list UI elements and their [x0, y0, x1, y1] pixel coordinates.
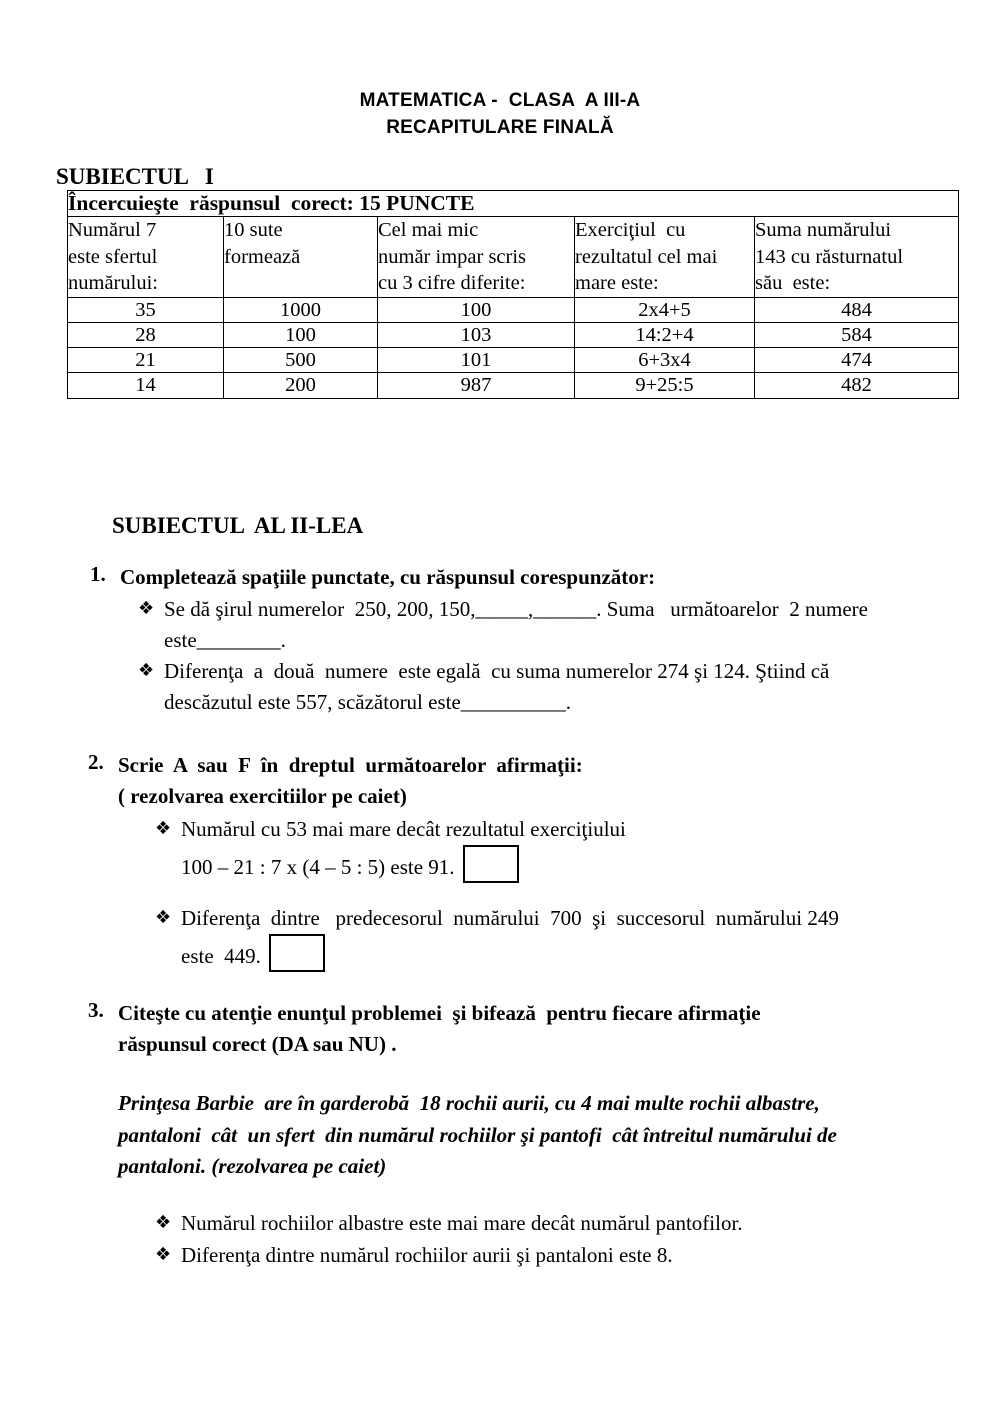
table-cell-option[interactable]: 103: [378, 323, 575, 348]
table-cell-option[interactable]: 200: [224, 373, 378, 398]
header-1-line-1: Numărul 7: [68, 219, 157, 241]
item-1-bullet-2-text: [164, 656, 829, 718]
table-header-cell-5: [755, 217, 959, 298]
diamond-bullet-icon: ❖: [155, 1244, 172, 1265]
table-cell-option[interactable]: 1000: [224, 297, 378, 322]
answer-box-input[interactable]: [463, 845, 519, 883]
table-row[interactable]: [68, 297, 959, 322]
section-heading-subiectul-2: SUBIECTUL AL II-LEA: [112, 513, 364, 538]
exercise-item-2: [88, 750, 968, 812]
bullet-line: Diferenţa dintre predecesorul numărului 700 şi succesorul numărului 249: [181, 906, 839, 930]
table-cell-option[interactable]: 500: [224, 348, 378, 373]
header-5-line-1: Suma numărului: [755, 219, 892, 241]
table-cell-option[interactable]: 14: [68, 373, 224, 398]
header-1-line-2: este sfertul: [68, 245, 158, 268]
table-cell-option[interactable]: 474: [755, 348, 959, 373]
bullet-line-text: 100 – 21 : 7 x (4 – 5 : 5) este 91.: [181, 855, 455, 880]
header-3-line-3: cu 3 cifre diferite:: [378, 272, 526, 295]
problem-story-text: [118, 1088, 948, 1183]
title-line-1: MATEMATICA - CLASA A III-A: [359, 90, 641, 111]
bullet-line-with-box: [181, 845, 626, 883]
table-cell-option[interactable]: 584: [755, 323, 959, 348]
table-cell-option[interactable]: 14:2+4: [575, 323, 755, 348]
item-3-prompt-block: [118, 998, 761, 1060]
document-title: [0, 0, 1000, 142]
table-cell-option[interactable]: 987: [378, 373, 575, 398]
item-1-prompt: Completează spaţiile punctate, cu răspunsul corespunzător:: [120, 565, 656, 589]
item-3-bullet-2: [155, 1240, 955, 1271]
item-2-bullet-2-text: [181, 903, 839, 972]
item-2-prompt: Scrie A sau F în dreptul următoarelor afirmaţii:: [118, 753, 583, 777]
table-cell-option[interactable]: 484: [755, 297, 959, 322]
table-cell-option[interactable]: 21: [68, 348, 224, 373]
diamond-bullet-icon: ❖: [155, 818, 172, 839]
bullet-line-with-box: [181, 934, 839, 972]
title-line-2: RECAPITULARE FINALĂ: [386, 116, 614, 138]
header-2-line-2: formează: [224, 245, 301, 268]
quiz-table: [67, 190, 959, 399]
table-cell-option[interactable]: 6+3x4: [575, 348, 755, 373]
item-2-number: 2.: [88, 750, 104, 774]
item-2-prompt-line2: ( rezolvarea exercitiilor pe caiet): [118, 784, 407, 809]
bullet-line: Numărul cu 53 mai mare decât rezultatul exerciţiului: [181, 817, 626, 841]
table-header-cell-1: [68, 217, 224, 298]
item-2-prompt-block: [118, 750, 583, 812]
header-3-line-1: Cel mai mic: [378, 219, 479, 241]
item-3-bullet-1-text: [181, 1208, 743, 1239]
table-cell-option[interactable]: 35: [68, 297, 224, 322]
answer-box-input[interactable]: [269, 934, 325, 972]
header-4-line-1: Exerciţiul cu: [575, 219, 686, 241]
item-1-bullet-2: [138, 656, 958, 718]
table-header-cell-3: [378, 217, 575, 298]
bullet-line: este________.: [164, 628, 286, 653]
table-cell-option[interactable]: 482: [755, 373, 959, 398]
table-header-row: [68, 217, 959, 298]
header-3-line-2: număr impar scris: [378, 245, 527, 268]
table-caption-row: [68, 191, 959, 217]
story-line: pantaloni. (rezolvarea pe caiet): [118, 1154, 387, 1178]
table-header-cell-4: [575, 217, 755, 298]
item-2-bullet-1: [155, 814, 955, 883]
quiz-table-wrapper: [67, 190, 958, 399]
header-1-line-3: numărului:: [68, 272, 158, 295]
diamond-bullet-icon: ❖: [155, 907, 172, 928]
item-3-bullet-2-text: [181, 1240, 673, 1271]
header-5-line-2: 143 cu răsturnatul: [755, 245, 904, 268]
item-2-bullet-1-text: [181, 814, 626, 883]
item-3-prompt: Citeşte cu atenţie enunţul problemei şi bifează pentru fiecare afirmaţie: [118, 1001, 761, 1025]
table-cell-option[interactable]: 101: [378, 348, 575, 373]
bullet-line: Se dă şirul numerelor 250, 200, 150,_____,______. Suma următoarelor 2 numere: [164, 597, 868, 621]
table-cell-option[interactable]: 28: [68, 323, 224, 348]
diamond-bullet-icon: ❖: [155, 1212, 172, 1233]
table-caption: Încercuieşte răspunsul corect: 15 PUNCTE: [68, 191, 959, 217]
item-1-bullet-1-text: [164, 594, 868, 656]
item-1-bullet-1: [138, 594, 958, 656]
table-cell-option[interactable]: 100: [224, 323, 378, 348]
header-4-line-3: mare este:: [575, 272, 659, 295]
item-3-number: 3.: [88, 998, 104, 1022]
item-2-bullet-2: [155, 903, 960, 972]
item-1-number: 1.: [90, 562, 106, 586]
table-row[interactable]: [68, 373, 959, 398]
section-heading-subiectul-1: SUBIECTUL I: [56, 163, 214, 189]
diamond-bullet-icon: ❖: [138, 598, 155, 619]
story-line: Prinţesa Barbie are în garderobă 18 rochii aurii, cu 4 mai multe rochii albastre,: [118, 1091, 820, 1115]
table-cell-option[interactable]: 100: [378, 297, 575, 322]
bullet-line: Diferenţa a două numere este egală cu suma numerelor 274 şi 124. Ştiind că: [164, 659, 830, 683]
item-3-prompt-line2: răspunsul corect (DA sau NU) .: [118, 1032, 397, 1057]
bullet-line-text: este 449.: [181, 944, 261, 969]
table-cell-option[interactable]: 9+25:5: [575, 373, 755, 398]
exercise-item-3: [88, 998, 978, 1060]
bullet-line: Diferenţa dintre numărul rochiilor aurii şi pantaloni este 8.: [181, 1243, 673, 1267]
table-cell-option[interactable]: 2x4+5: [575, 297, 755, 322]
bullet-line: descăzutul este 557, scăzătorul este__________.: [164, 690, 572, 715]
table-row[interactable]: [68, 348, 959, 373]
item-3-bullet-1: [155, 1208, 955, 1239]
table-header-cell-2: [224, 217, 378, 298]
header-4-line-2: rezultatul cel mai: [575, 245, 718, 268]
header-2-line-1: 10 sute: [224, 219, 283, 241]
exercise-item-1: [90, 562, 970, 593]
story-line: pantaloni cât un sfert din numărul rochiilor şi pantofi cât întreitul numărului de: [118, 1122, 837, 1147]
diamond-bullet-icon: ❖: [138, 660, 155, 681]
header-5-line-3: său este:: [755, 272, 831, 295]
bullet-line: Numărul rochiilor albastre este mai mare decât numărul pantofilor.: [181, 1211, 743, 1235]
table-row[interactable]: [68, 323, 959, 348]
